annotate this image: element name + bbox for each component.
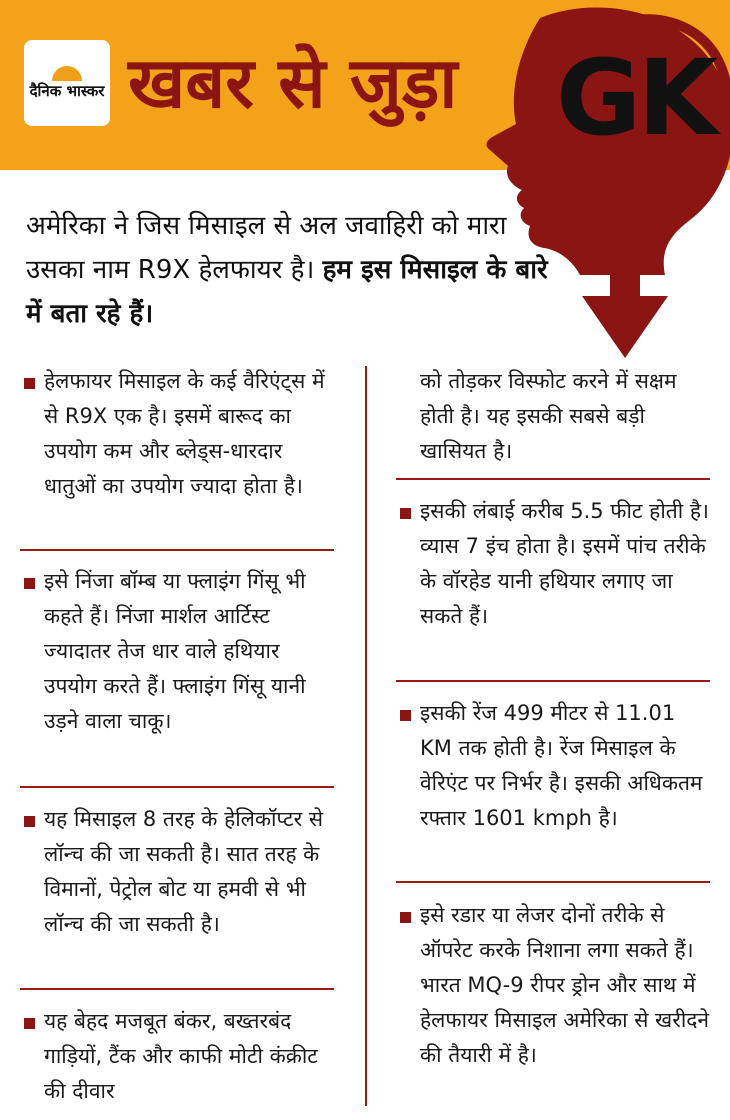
gk-badge: GK [556,37,714,159]
bullet-square-icon [24,578,35,589]
list-item-text: इसे निंजा बॉम्ब या फ्लाइंग गिंसू भी कहते हैं। निंजा मार्शल आर्टिस्ट ज्यादातर तेज धार वाले हथियार उपयोग करते हैं। फ्लाइंग गिंसू यानी उड़ने वाला चाकू। [44,569,306,733]
logo-text: दैनिक भास्कर [29,82,105,100]
bullet-square-icon [400,710,411,721]
list-item-text: हेलफायर मिसाइल के कई वैरिएंट्स में से R9X एक है। इसमें बारूद का उपयोग कम और ब्लेड्स-धारदार धातुओं का उपयोग ज्यादा होता है। [44,369,325,498]
intro-bold-text: हम इस मिसाइल के बारे में बता रहे हैं। [26,255,548,329]
list-item [396,494,710,634]
item-separator [396,881,710,883]
list-item [396,898,710,1073]
list-item [20,564,334,739]
dainik-bhaskar-logo [24,40,110,126]
bullet-square-icon [400,912,411,923]
intro-normal-text: अमेरिका ने जिस मिसाइल से अल जवाहिरी को मारा उसका नाम R9X हेलफायर है। [26,211,507,285]
item-separator [20,988,334,990]
bullet-square-icon [400,508,411,519]
column-divider [365,366,367,1106]
list-item-text: यह बेहद मजबूत बंकर, बख्तरबंद गाड़ियों, टैंक और काफी मोटी कंक्रीट की दीवार [44,1009,318,1103]
item-separator [20,549,334,551]
item-separator [20,786,334,788]
list-item-text: इसकी रेंज 499 मीटर से 11.01 KM तक होती है। रेंज मिसाइल के वेरिएंट पर निर्भर है। इसकी अधिकतम रफ्तार 1601 kmph है। [420,701,703,830]
bullet-square-icon [24,378,35,389]
list-item [20,802,334,942]
bullet-square-icon [24,816,35,827]
item-separator [396,478,710,480]
bullet-square-icon [24,1018,35,1029]
list-item-text: यह मिसाइल 8 तरह के हेलिकॉप्टर से लॉन्च की जा सकती है। सात तरह के विमानों, पेट्रोल बोट या हमवी से भी लॉन्च की जा सकती है। [44,807,324,936]
list-item-text: इसकी लंबाई करीब 5.5 फीट होती है। व्यास 7 इंच होता है। इसमें पांच तरीके के वॉरहेड यानी हथियार लगाए जा सकते हैं। [420,499,709,628]
item-separator [396,680,710,682]
list-item-text: इसे रडार या लेजर दोनों तरीके से ऑपरेट करके निशाना लगा सकते हैं। भारत MQ-9 रीपर ड्रोन और साथ में हेलफायर मिसाइल अमेरिका से खरीदने की तैयारी में है। [420,903,710,1067]
list-item-text: को तोड़कर विस्फोट करने में सक्षम होती है। यह इसकी सबसे बड़ी खासियत है। [420,369,677,463]
list-item [20,364,334,504]
list-item [20,1004,334,1109]
list-item [396,696,710,836]
page-title: खबर से जुड़ा [128,42,458,124]
intro-paragraph [26,204,566,336]
sun-icon [52,66,82,81]
list-item-continued [396,364,710,469]
